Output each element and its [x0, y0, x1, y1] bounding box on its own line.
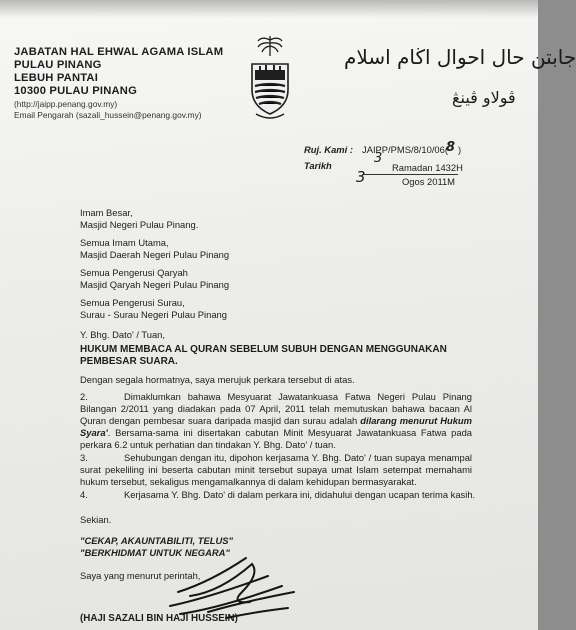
recipient-4-place: Surau - Surau Negeri Pulau Pinang — [80, 309, 227, 320]
state-crest-icon — [246, 34, 294, 124]
recipient-4-title: Semua Pengerusi Surau, — [80, 297, 185, 308]
top-shadow — [0, 0, 538, 18]
subject-line-2: PEMBESAR SUARA. — [80, 356, 178, 367]
org-name-line1: JABATAN HAL EHWAL AGAMA ISLAM — [14, 46, 224, 58]
org-email: Email Pengarah (sazali_hussein@penang.gov.my) — [14, 110, 202, 120]
para3-number: 3. — [80, 452, 88, 463]
ref-close-paren: ) — [458, 144, 462, 155]
para2-text-part1: Dimaklumkan bahawa Mesyuarat Jawatankuasa Fatwa Negeri Pulau Pinang Bilangan 2/2011 yang diadakan pada 07 April, 2011 telah memutuskan bahawa bacaan Al Quran dengan pembesar suara daripada masjid dan surau adalah — [80, 391, 472, 426]
org-address-line4: 10300 PULAU PINANG — [14, 85, 137, 97]
jawi-department-name: جابتن حال احوال اڬام اسلام — [344, 45, 576, 69]
masihi-day-handwritten: 3 — [356, 168, 366, 186]
recipient-2-title: Semua Imam Utama, — [80, 237, 169, 248]
slogan-line-1: "CEKAP, AKAUNTABILITI, TELUS" — [80, 535, 233, 546]
masihi-date: Ogos 2011M — [402, 176, 455, 187]
hijri-date: Ramadan 1432H — [392, 162, 463, 173]
date-divider — [362, 174, 458, 175]
recipient-1-place: Masjid Negeri Pulau Pinang. — [80, 219, 199, 230]
recipient-2-place: Masjid Daerah Negeri Pulau Pinang — [80, 249, 230, 260]
para3-body: Sehubungan dengan itu, dipohon kerjasama Y. Bhg. Dato' / tuan supaya menampal surat pekeliling ini beserta cabutan minit tersebut supaya umat Islam setempat memahami hukum tersebut, sekaligus mengamalkannya di dalam kehidupan bermasyarakat. — [80, 452, 472, 487]
para4-number: 4. — [80, 489, 88, 500]
signatory-name: (HAJI SAZALI BIN HAJI HUSSEIN) — [80, 613, 238, 624]
jawi-state-motto: ڤولاو ڤينڠ — [452, 88, 516, 107]
subject-line-1: HUKUM MEMBACA AL QURAN SEBELUM SUBUH DENGAN MENGGUNAKAN — [80, 344, 447, 355]
recipient-3-title: Semua Pengerusi Qaryah — [80, 267, 188, 278]
date-label: Tarikh — [304, 160, 332, 171]
para2-body — [80, 391, 472, 451]
org-website: (http://jaipp.penang.gov.my) — [14, 99, 118, 109]
ref-handwritten-number: 8 — [446, 140, 456, 155]
para2-number: 2. — [80, 391, 88, 402]
org-address-line3: LEBUH PANTAI — [14, 72, 99, 84]
opening-line: Dengan segala hormatnya, saya merujuk perkara tersebut di atas. — [80, 374, 355, 385]
hijri-day-handwritten: 3 — [374, 151, 383, 166]
para4-body: Kerjasama Y. Bhg. Dato' di dalam perkara ini, didahului dengan ucapan terima kasih. — [124, 489, 476, 500]
ref-value: JAIPP/PMS/8/10/06( — [362, 144, 448, 155]
para2-emphasis: dilarang menurut Hukum Syara' — [80, 415, 472, 438]
salutation: Y. Bhg. Dato' / Tuan, — [80, 329, 166, 340]
org-name-line2: PULAU PINANG — [14, 59, 102, 71]
recipient-3-place: Masjid Qaryah Negeri Pulau Pinang — [80, 279, 230, 290]
sign-off: Saya yang menurut perintah, — [80, 570, 201, 581]
closing-word: Sekian. — [80, 514, 112, 525]
ref-label: Ruj. Kami : — [304, 144, 353, 155]
slogan-line-2: "BERKHIDMAT UNTUK NEGARA" — [80, 547, 230, 558]
recipient-1-title: Imam Besar, — [80, 207, 133, 218]
para2-text-part2: . Bersama-sama ini disertakan cabutan Minit Mesyuarat Jawatankuasa Fatwa pada perkara 6.2 untuk perhatian dan tindakan Y. Bhg. Dato' / tuan. — [80, 427, 472, 450]
